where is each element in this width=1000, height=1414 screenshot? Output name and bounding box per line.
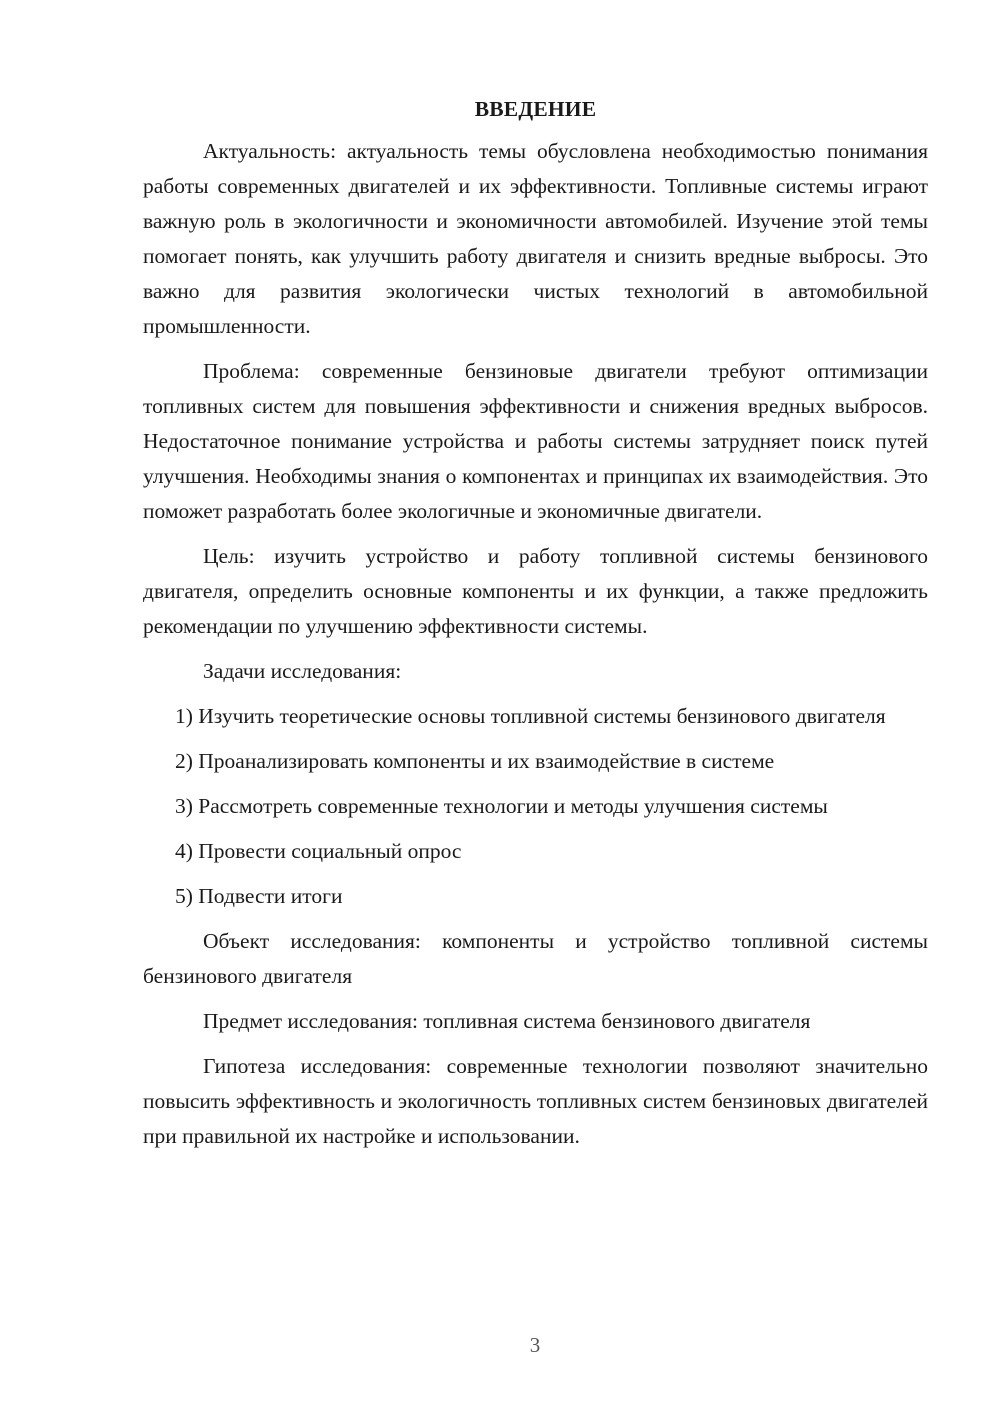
task-item-5: 5) Подвести итоги [175,884,343,908]
paragraph-problem: Проблема: современные бензиновые двигатели требуют оптимизации топливных систем для повышения эффективности и снижения вредных выбросов. Недостаточное понимание устройства и работы системы затрудняет поиск путей улучшения. Необходимы знания о компонентах и принципах их взаимодействия. Это поможет разработать более экологичные и экономичные двигатели. [143,359,928,523]
paragraph-object: Объект исследования: компоненты и устройство топливной системы бензинового двигателя [143,929,928,988]
tasks-heading: Задачи исследования: [203,659,402,683]
document-page [143,92,928,1164]
paragraph-subject: Предмет исследования: топливная система бензинового двигателя [203,1009,811,1033]
task-item-1: 1) Изучить теоретические основы топливной системы бензинового двигателя [175,704,886,728]
paragraph-relevance: Актуальность: актуальность темы обусловлена необходимостью понимания работы современных двигателей и их эффективности. Топливные системы играют важную роль в экологичности и экономичности автомобилей. Изучение этой темы помогает понять, как улучшить работу двигателя и снизить вредные выбросы. Это важно для развития экологически чистых технологий в автомобильной промышленности. [143,139,928,338]
section-title: ВВЕДЕНИЕ [474,97,597,121]
task-item-4: 4) Провести социальный опрос [175,839,462,863]
paragraph-hypothesis: Гипотеза исследования: современные технологии позволяют значительно повысить эффективность и экологичность топливных систем бензиновых двигателей при правильной их настройке и использовании. [143,1054,928,1148]
page-number: 3 [529,1333,541,1357]
task-item-3: 3) Рассмотреть современные технологии и методы улучшения системы [175,794,828,818]
paragraph-goal: Цель: изучить устройство и работу топливной системы бензинового двигателя, определить основные компоненты и их функции, а также предложить рекомендации по улучшению эффективности системы. [143,544,928,638]
task-item-2: 2) Проанализировать компоненты и их взаимодействие в системе [175,749,775,773]
